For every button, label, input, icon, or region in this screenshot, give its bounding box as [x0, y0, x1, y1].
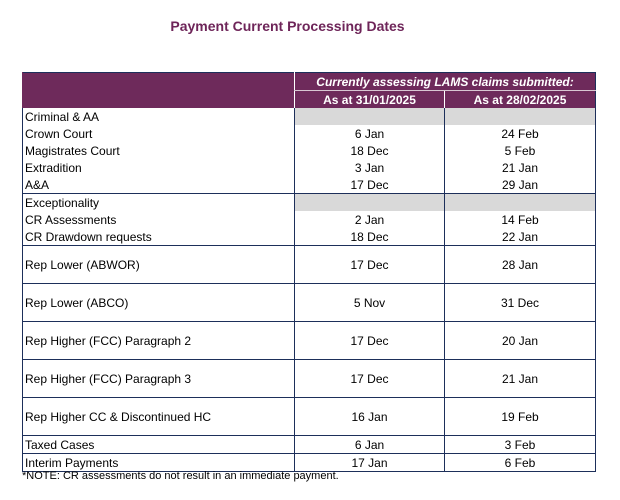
group-label: Criminal & AA — [25, 109, 100, 124]
row-label: Magistrates Court — [25, 143, 120, 158]
row-value-2: 21 Jan — [445, 159, 596, 176]
header-row-caption — [23, 73, 596, 91]
row-value-1: 17 Dec — [295, 322, 445, 360]
table-row — [23, 246, 596, 284]
row-label: CR Drawdown requests — [25, 229, 152, 244]
row-value-1: 16 Jan — [295, 398, 445, 436]
row-label: Rep Higher (FCC) Paragraph 2 — [23, 322, 295, 360]
row-value-2: 19 Feb — [445, 398, 596, 436]
row-value-2: 29 Jan — [445, 176, 596, 194]
header-col-1: As at 31/01/2025 — [295, 91, 445, 109]
row-value-1: 18 Dec — [295, 142, 445, 159]
header-blank-cell — [23, 91, 295, 109]
row-value-2: 6 Feb — [445, 454, 596, 472]
row-value-2: 5 Feb — [445, 142, 596, 159]
row-value-2: 3 Feb — [445, 436, 596, 454]
group-value-blank — [295, 194, 445, 212]
row-label: Rep Lower (ABCO) — [23, 284, 295, 322]
row-value-2: 20 Jan — [445, 322, 596, 360]
row-label: Interim Payments — [23, 454, 295, 472]
table-row — [23, 360, 596, 398]
group-value-blank — [445, 108, 596, 125]
group-label: Exceptionality — [23, 194, 295, 212]
table-row — [23, 284, 596, 322]
table-row — [23, 125, 596, 142]
group-value-blank — [295, 108, 445, 125]
row-value-1: 17 Dec — [295, 176, 445, 194]
page-title: Payment Current Processing Dates — [170, 18, 405, 34]
row-label: Rep Higher (FCC) Paragraph 3 — [23, 360, 295, 398]
row-value-1: 6 Jan — [295, 436, 445, 454]
row-value-2: 31 Dec — [445, 284, 596, 322]
row-value-1: 2 Jan — [295, 211, 445, 228]
row-label: Crown Court — [25, 126, 93, 141]
row-label: Extradition — [25, 160, 82, 175]
header-blank-cell — [23, 73, 295, 91]
row-value-1: 3 Jan — [295, 159, 445, 176]
row-label: Rep Lower (ABWOR) — [23, 246, 295, 284]
table-row — [23, 454, 596, 472]
row-label: Taxed Cases — [23, 436, 295, 454]
row-label: A&A — [25, 177, 50, 192]
header-row-dates — [23, 91, 596, 109]
processing-dates-table — [22, 72, 596, 472]
header-col-2: As at 28/02/2025 — [445, 91, 596, 109]
table-row — [23, 398, 596, 436]
row-label: Rep Higher CC & Discontinued HC — [23, 398, 295, 436]
table-row — [23, 159, 596, 176]
table-row — [23, 322, 596, 360]
row-value-1: 17 Dec — [295, 360, 445, 398]
row-value-2: 24 Feb — [445, 125, 596, 142]
table-row — [23, 176, 596, 194]
row-value-1: 18 Dec — [295, 228, 445, 246]
table-row — [23, 211, 596, 228]
table-row — [23, 436, 596, 454]
row-value-2: 22 Jan — [445, 228, 596, 246]
header-caption: Currently assessing LAMS claims submitted: — [295, 73, 596, 91]
footnote: *NOTE: CR assessments do not result in an immediate payment. — [22, 470, 339, 482]
table-row — [23, 142, 596, 159]
row-value-1: 17 Dec — [295, 246, 445, 284]
row-label: CR Assessments — [25, 212, 117, 227]
table-row — [23, 228, 596, 246]
row-value-2: 14 Feb — [445, 211, 596, 228]
row-value-2: 28 Jan — [445, 246, 596, 284]
group-value-blank — [445, 194, 596, 212]
row-value-1: 17 Jan — [295, 454, 445, 472]
row-value-1: 6 Jan — [295, 125, 445, 142]
row-value-1: 5 Nov — [295, 284, 445, 322]
group-row-criminal — [23, 108, 596, 125]
row-value-2: 21 Jan — [445, 360, 596, 398]
group-row-exceptionality — [23, 194, 596, 212]
